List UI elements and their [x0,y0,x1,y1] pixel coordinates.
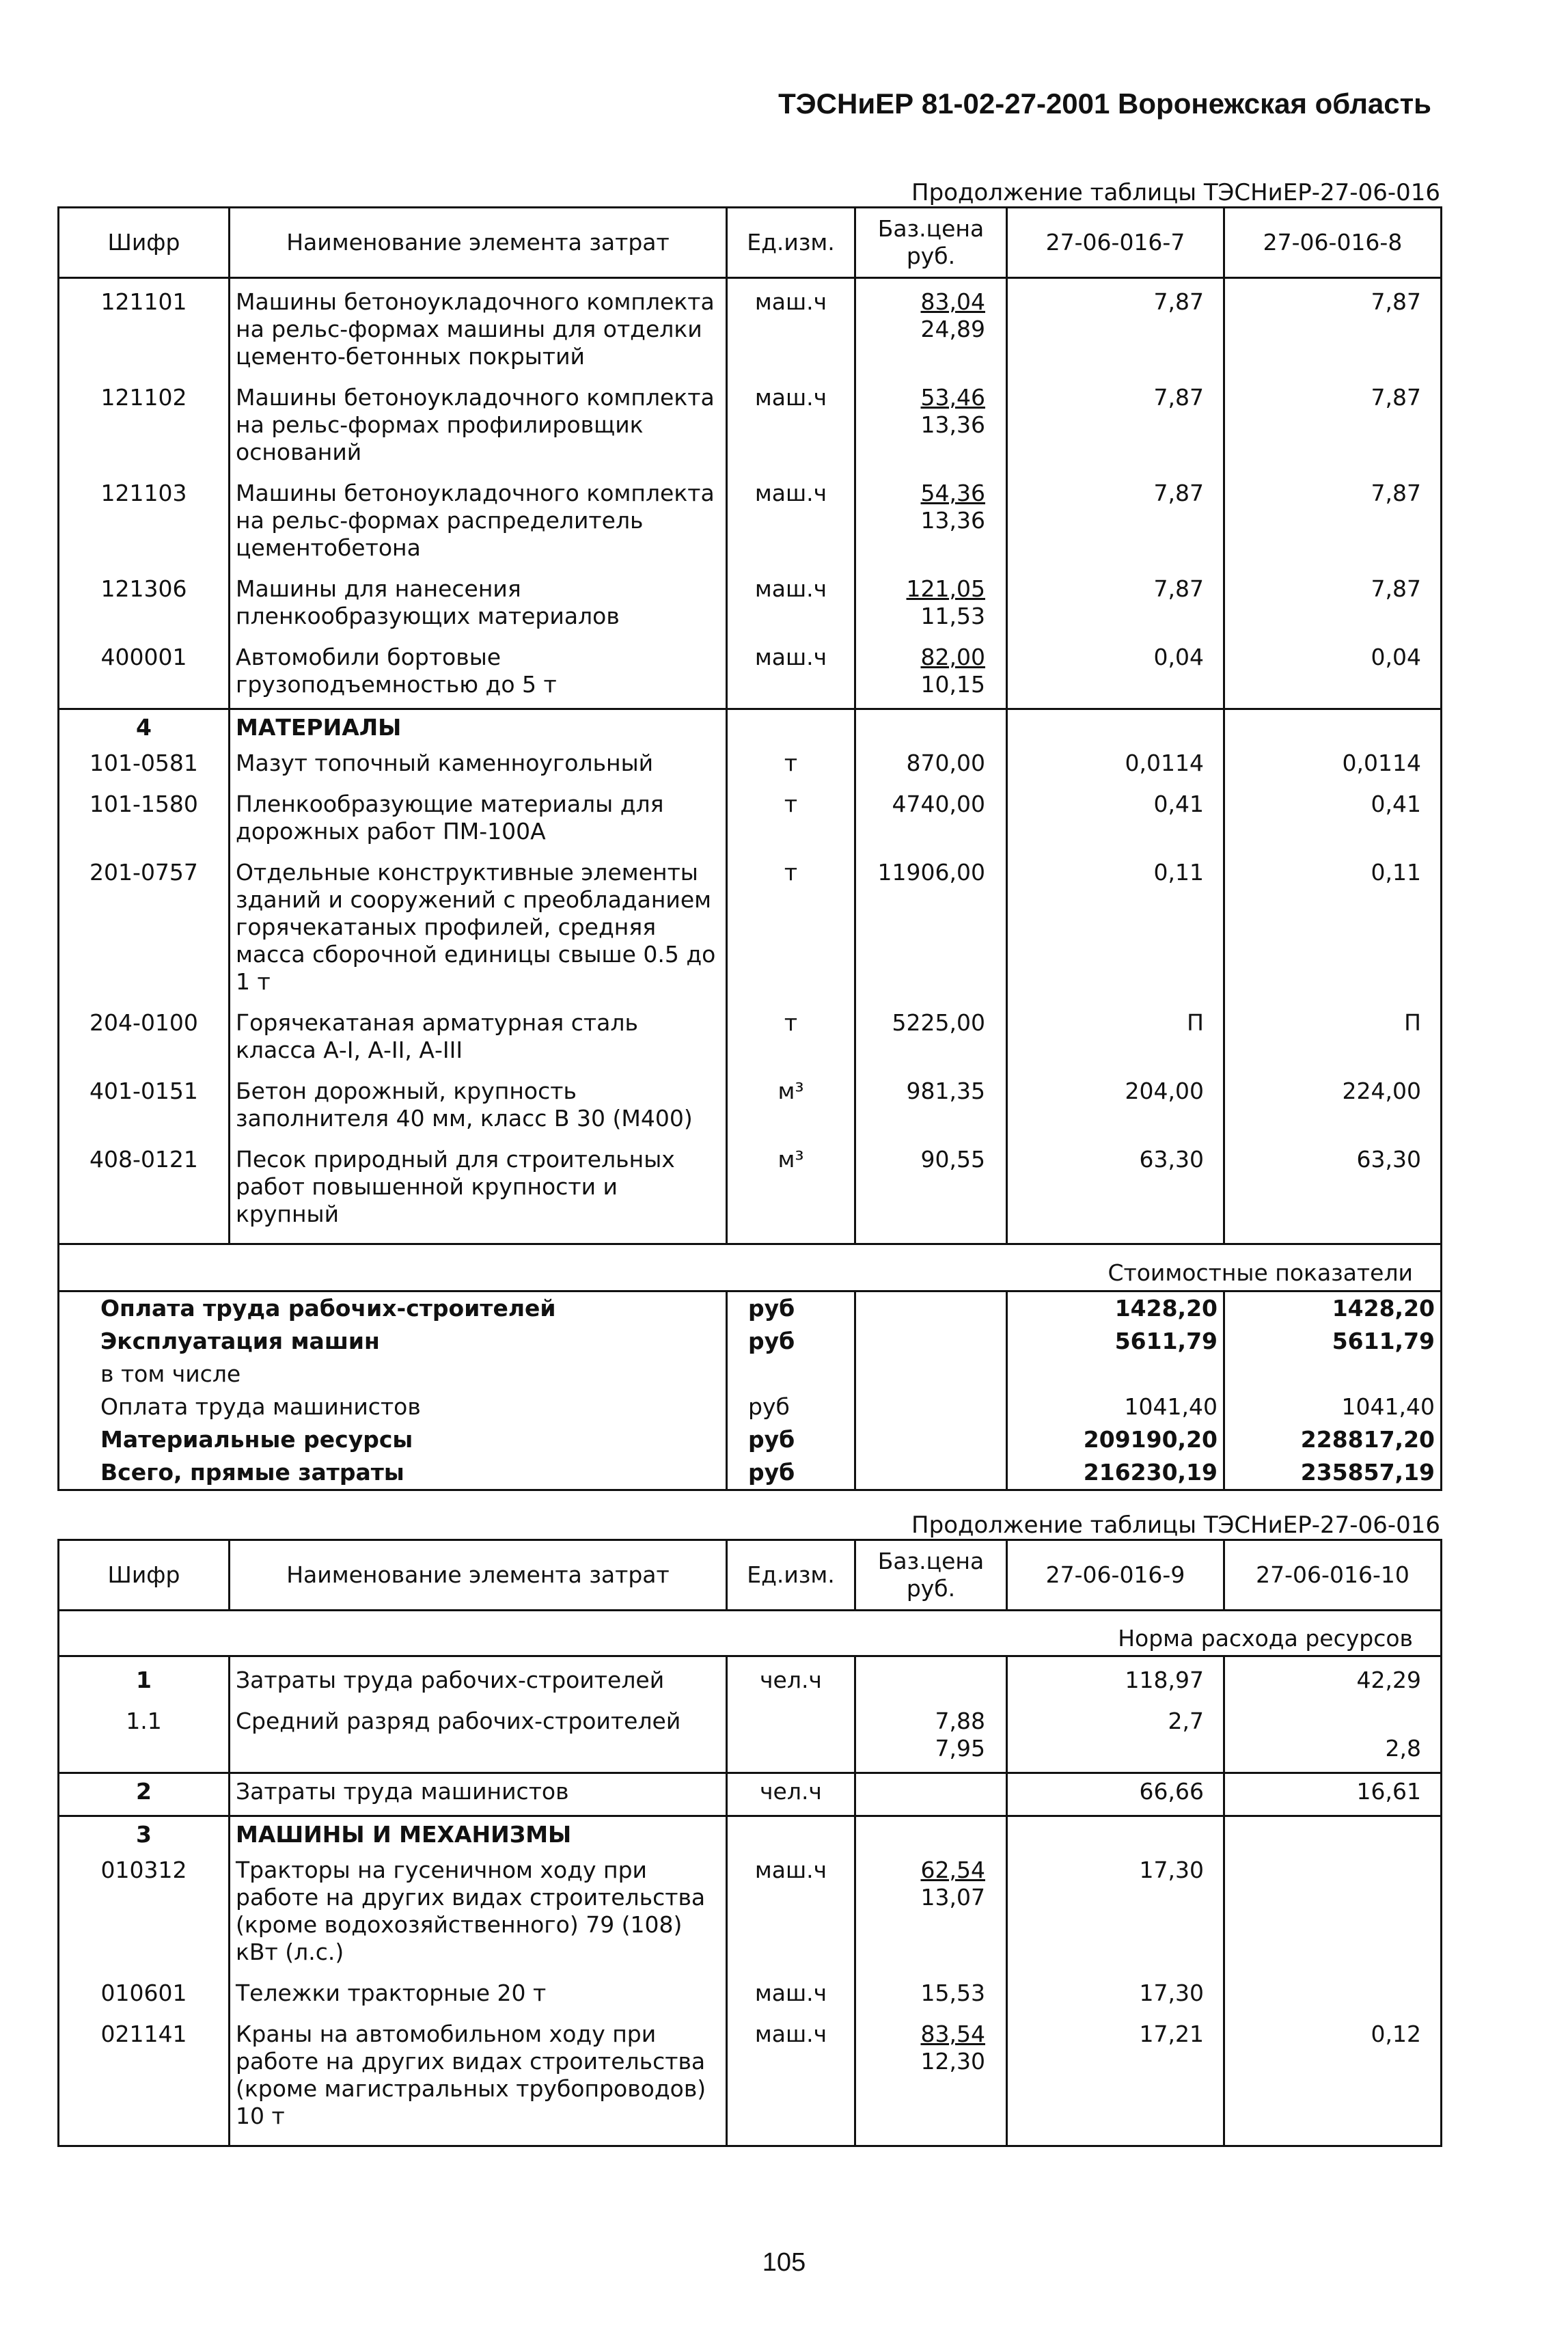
row-unit [727,1704,855,1773]
col-header-v2: 27-06-016-8 [1224,208,1442,278]
row-name: Машины для нанесения пленкообразующих материалов [230,571,727,640]
col-header-unit: Ед.изм. [727,208,855,278]
summary-unit: руб [727,1325,855,1358]
table-spacer-row [59,2139,1442,2146]
summary-unit: руб [727,1423,855,1456]
row-name: Мазут топочный каменноугольный [230,746,727,787]
row-name: Автомобили бортовые грузоподъемностью до 5 т [230,640,727,709]
table-row [59,746,1442,787]
row-code: 201-0757 [59,855,230,1005]
table-row [59,855,1442,1005]
table-row [59,476,1442,571]
row-value-2: 224,00 [1224,1074,1442,1142]
base-wage-value: 12,30 [920,2048,985,2075]
row-code: 101-1580 [59,787,230,855]
row-value-1: 204,00 [1007,1074,1224,1142]
summary-unit: руб [727,1291,855,1326]
row-value-2: 42,29 [1224,1656,1442,1704]
summary-value-2 [1224,1358,1442,1391]
row-code: 101-0581 [59,746,230,787]
col-header-v2: 27-06-016-10 [1224,1540,1442,1611]
row-code: 1.1 [59,1704,230,1773]
row-base-price [855,1816,1007,1853]
table2-header-row [59,1540,1442,1611]
row-base-price [855,1773,1007,1816]
row-value-1: 0,04 [1007,640,1224,709]
summary-empty-cell [855,1423,1007,1456]
row-value-1 [1007,709,1224,746]
norm-label: Норма расхода ресурсов [59,1611,1442,1656]
summary-row [59,1358,1442,1391]
base-price-value: 981,35 [906,1078,985,1104]
row-code: 121306 [59,571,230,640]
table-row [59,1074,1442,1142]
row-value-2: П [1224,1005,1442,1074]
summary-label: Оплата труда рабочих-строителей [59,1291,727,1326]
spacer-cell [1007,1237,1224,1244]
spacer-cell [855,2139,1007,2146]
row-name: Тележки тракторные 20 т [230,1975,727,2016]
row-code: 204-0100 [59,1005,230,1074]
row-base-price [855,1852,1007,1975]
row-value-1: 17,30 [1007,1852,1224,1975]
base-price-value: 4740,00 [892,791,985,817]
row-code: 2 [59,1773,230,1816]
row-value-1: 17,21 [1007,2016,1224,2139]
summary-label: Материальные ресурсы [59,1423,727,1456]
summary-empty-cell [855,1391,1007,1423]
summary-label: Эксплуатация машин [59,1325,727,1358]
row-base-price [855,278,1007,381]
base-wage-value: 13,36 [920,507,985,534]
col-header-unit: Ед.изм. [727,1540,855,1611]
col-header-code: Шифр [59,208,230,278]
base-price-value: 62,54 [920,1857,985,1883]
row-name: Бетон дорожный, крупность заполнителя 40 мм, класс В 30 (М400) [230,1074,727,1142]
table-row [59,1005,1442,1074]
row-value-1: 63,30 [1007,1142,1224,1237]
row-value-1: 7,87 [1007,380,1224,476]
row-value-1: П [1007,1005,1224,1074]
row-base-price [855,1656,1007,1704]
row-name: Отдельные конструктивные элементы зданий и сооружений с преобладанием горячекатаных профилей, средняя масса сборочной единицы свыше 0.5 до 1 т [230,855,727,1005]
table1-header-row [59,208,1442,278]
base-price-value: 5225,00 [892,1009,985,1036]
summary-unit: руб [727,1391,855,1423]
summary-label: Оплата труда машинистов [59,1391,727,1423]
row-unit: маш.ч [727,2016,855,2139]
summary-value-1: 1041,40 [1007,1391,1224,1423]
base-price-value: 54,36 [920,480,985,506]
summary-value-2: 5611,79 [1224,1325,1442,1358]
row-value-1: 118,97 [1007,1656,1224,1704]
row-base-price [855,1074,1007,1142]
summary-row [59,1291,1442,1326]
row-value-1 [1007,1816,1224,1853]
base-price-value: 83,54 [920,2021,985,2047]
row-unit: маш.ч [727,640,855,709]
row-value-2: 7,87 [1224,380,1442,476]
row-code: 010312 [59,1852,230,1975]
row-name: Песок природный для строительных работ повышенной крупности и крупный [230,1142,727,1237]
row-base-price [855,709,1007,746]
row-value-1: 66,66 [1007,1773,1224,1816]
base-price-value: 870,00 [906,750,985,776]
table-row [59,2016,1442,2139]
row-code: 3 [59,1816,230,1853]
table-row [59,1704,1442,1773]
norm-label-row [59,1611,1442,1656]
base-wage-value: 13,36 [920,411,985,438]
base-price-value: 15,53 [920,1980,985,2006]
row-unit: маш.ч [727,380,855,476]
col-header-name: Наименование элемента затрат [230,1540,727,1611]
row-unit: т [727,787,855,855]
base-price-value: 7,88 [935,1708,985,1734]
row-code: 4 [59,709,230,746]
row-name: Пленкообразующие материалы для дорожных работ ПМ-100А [230,787,727,855]
row-name: Машины бетоноукладочного комплекта на рельс-формах распределитель цементобетона [230,476,727,571]
table-spacer-row [59,1237,1442,1244]
spacer-cell [59,2139,230,2146]
spacer-cell [230,1237,727,1244]
table-row [59,571,1442,640]
row-value-1: 2,7 [1007,1704,1224,1773]
row-unit: маш.ч [727,476,855,571]
row-value-2-text: 2,8 [1385,1735,1421,1762]
row-unit: т [727,855,855,1005]
row-value-1: 0,41 [1007,787,1224,855]
row-base-price [855,2016,1007,2139]
summary-empty-cell [855,1291,1007,1326]
row-base-price [855,640,1007,709]
row-name: Затраты труда рабочих-строителей [230,1656,727,1704]
table-row [59,380,1442,476]
table-row [59,1975,1442,2016]
row-name: Средний разряд рабочих-строителей [230,1704,727,1773]
col-header-v1: 27-06-016-7 [1007,208,1224,278]
summary-unit: руб [727,1456,855,1490]
spacer-cell [727,1237,855,1244]
spacer-cell [727,2139,855,2146]
row-unit: маш.ч [727,571,855,640]
summary-empty-cell [855,1325,1007,1358]
row-unit: м³ [727,1142,855,1237]
row-value-2: 0,11 [1224,855,1442,1005]
row-value-1: 7,87 [1007,278,1224,381]
col-header-name: Наименование элемента затрат [230,208,727,278]
row-value-2: 0,41 [1224,787,1442,855]
summary-value-2: 235857,19 [1224,1456,1442,1490]
row-code: 010601 [59,1975,230,2016]
row-value-1: 17,30 [1007,1975,1224,2016]
page-header: ТЭСНиЕР 81-02-27-2001 Воронежская область [778,87,1431,120]
row-value-2: 7,87 [1224,571,1442,640]
summary-empty-cell [855,1456,1007,1490]
row-base-price [855,571,1007,640]
table-row [59,1852,1442,1975]
base-price-value: 7,95 [935,1735,985,1762]
summary-row [59,1456,1442,1490]
summary-row [59,1391,1442,1423]
row-code: 121103 [59,476,230,571]
table-row [59,1816,1442,1853]
table-row [59,1773,1442,1816]
row-base-price [855,787,1007,855]
table1 [57,206,1442,1491]
summary-value-1: 209190,20 [1007,1423,1224,1456]
row-value-1: 0,0114 [1007,746,1224,787]
summary-row [59,1423,1442,1456]
base-wage-value: 11,53 [920,603,985,629]
summary-value-2: 1428,20 [1224,1291,1442,1326]
row-value-1: 7,87 [1007,571,1224,640]
row-value-2: 7,87 [1224,476,1442,571]
row-base-price [855,855,1007,1005]
table-row [59,1656,1442,1704]
cost-indicators-row [59,1244,1442,1291]
base-price-value: 53,46 [920,384,985,411]
base-price-value: 83,04 [920,288,985,315]
table2-caption: Продолжение таблицы ТЭСНиЕР-27-06-016 [911,1512,1440,1539]
base-wage-value: 24,89 [920,316,985,342]
row-code: 121101 [59,278,230,381]
row-code: 401-0151 [59,1074,230,1142]
row-code: 408-0121 [59,1142,230,1237]
spacer-cell [59,1237,230,1244]
row-code: 121102 [59,380,230,476]
base-wage-value: 13,07 [920,1884,985,1911]
spacer-cell [1224,2139,1442,2146]
summary-value-1: 216230,19 [1007,1456,1224,1490]
summary-value-1: 1428,20 [1007,1291,1224,1326]
row-value-2: 0,12 [1224,2016,1442,2139]
row-value-2: 7,87 [1224,278,1442,381]
spacer-cell [1224,1237,1442,1244]
summary-empty-cell [855,1358,1007,1391]
page-number: 105 [762,2248,806,2277]
row-value-2 [1224,709,1442,746]
row-unit: чел.ч [727,1656,855,1704]
row-value-2 [1224,1852,1442,1975]
table-row [59,640,1442,709]
row-base-price [855,1142,1007,1237]
section-title: МАТЕРИАЛЫ [230,709,727,746]
spacer-cell [230,2139,727,2146]
base-price-value: 11906,00 [877,859,985,886]
base-price-value: 82,00 [920,644,985,670]
col-header-v1: 27-06-016-9 [1007,1540,1224,1611]
row-base-price [855,476,1007,571]
row-unit: маш.ч [727,1852,855,1975]
row-code: 021141 [59,2016,230,2139]
row-base-price [855,380,1007,476]
col-header-base-price: Баз.цена руб. [855,1540,1007,1611]
row-name: Тракторы на гусеничном ходу при работе на других видах строительства (кроме водохозяйственного) 79 (108) кВт (л.с.) [230,1852,727,1975]
table2 [57,1539,1442,2147]
col-header-base-price: Баз.цена руб. [855,208,1007,278]
row-name: Машины бетоноукладочного комплекта на рельс-формах профилировщик оснований [230,380,727,476]
row-value-1: 7,87 [1007,476,1224,571]
col-header-code: Шифр [59,1540,230,1611]
summary-row [59,1325,1442,1358]
row-value-2: 63,30 [1224,1142,1442,1237]
row-unit [727,1816,855,1853]
row-value-2 [1224,1704,1442,1773]
table-row [59,709,1442,746]
table-row [59,787,1442,855]
table-row [59,278,1442,381]
row-base-price [855,1704,1007,1773]
row-unit: т [727,1005,855,1074]
base-price-value: 121,05 [906,575,985,602]
row-value-2 [1224,1975,1442,2016]
table-row [59,1142,1442,1237]
row-code: 1 [59,1656,230,1704]
row-value-2: 0,04 [1224,640,1442,709]
section-title: МАШИНЫ И МЕХАНИЗМЫ [230,1816,727,1853]
row-name: Краны на автомобильном ходу при работе на других видах строительства (кроме магистральных трубопроводов) 10 т [230,2016,727,2139]
summary-value-1 [1007,1358,1224,1391]
cost-indicators-label: Стоимостные показатели [59,1244,1442,1291]
row-unit: маш.ч [727,278,855,381]
summary-value-2: 1041,40 [1224,1391,1442,1423]
summary-value-1: 5611,79 [1007,1325,1224,1358]
base-wage-value: 10,15 [920,671,985,698]
spacer-cell [855,1237,1007,1244]
row-unit: чел.ч [727,1773,855,1816]
spacer-cell [1007,2139,1224,2146]
summary-label: Всего, прямые затраты [59,1456,727,1490]
row-code: 400001 [59,640,230,709]
summary-unit [727,1358,855,1391]
row-value-1: 0,11 [1007,855,1224,1005]
row-unit: т [727,746,855,787]
row-base-price [855,746,1007,787]
base-price-value: 90,55 [920,1146,985,1173]
row-value-2 [1224,1816,1442,1853]
row-name: Машины бетоноукладочного комплекта на рельс-формах машины для отделки цементо-бетонных покрытий [230,278,727,381]
row-base-price [855,1005,1007,1074]
row-value-2: 0,0114 [1224,746,1442,787]
summary-value-2: 228817,20 [1224,1423,1442,1456]
row-value-2: 16,61 [1224,1773,1442,1816]
row-unit [727,709,855,746]
summary-label: в том числе [59,1358,727,1391]
row-unit: м³ [727,1074,855,1142]
row-unit: маш.ч [727,1975,855,2016]
row-name: Затраты труда машинистов [230,1773,727,1816]
table1-caption: Продолжение таблицы ТЭСНиЕР-27-06-016 [911,179,1440,206]
row-base-price [855,1975,1007,2016]
row-name: Горячекатаная арматурная сталь класса А-I, А-II, А-III [230,1005,727,1074]
